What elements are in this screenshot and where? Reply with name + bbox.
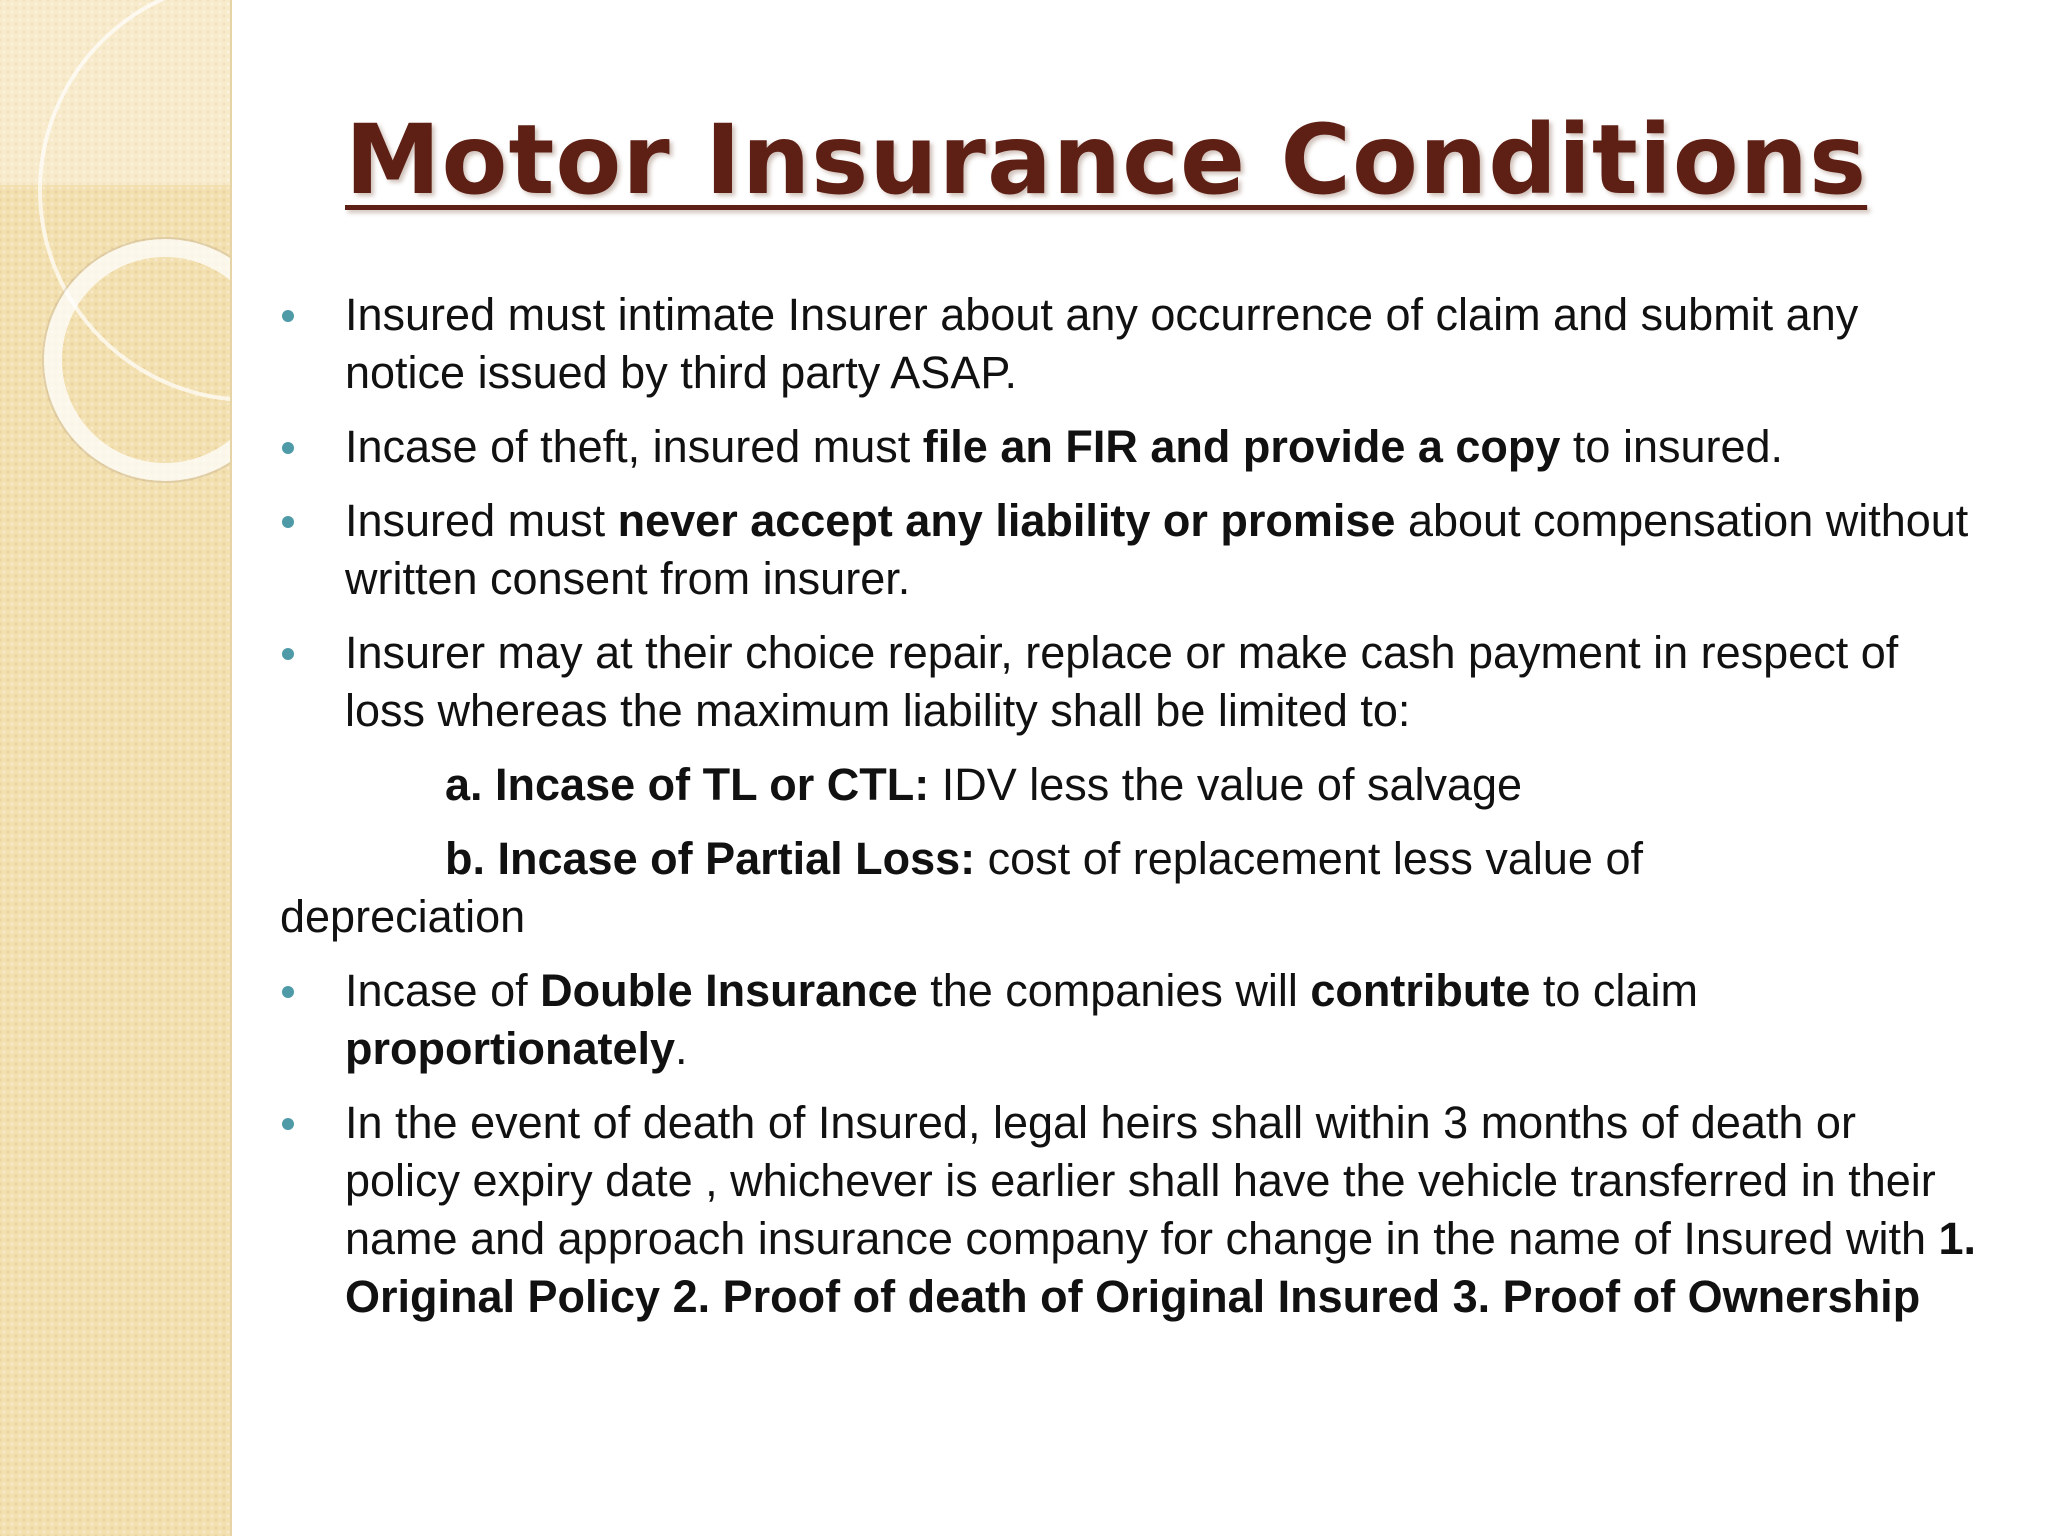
sub-item-total-loss: a. Incase of TL or CTL: IDV less the value of salvage (445, 759, 1523, 810)
slide-body (280, 286, 1980, 1342)
bullet-dot (282, 648, 294, 660)
bullet-repair-replace: Insurer may at their choice repair, replace or make cash payment in respect of loss whereas the maximum liability shall be limited to: (280, 624, 1980, 740)
bullet-double-insurance: Incase of Double Insurance the companies will contribute to claim proportionately. (280, 962, 1980, 1078)
bullet-theft: Incase of theft, insured must file an FIR and provide a copy to insured. (280, 418, 1980, 476)
bullet-dot (282, 1118, 294, 1130)
sub-item-partial-loss: b. Incase of Partial Loss: cost of replacement less value of depreciation (280, 830, 1980, 946)
bullet-dot (282, 310, 294, 322)
slide-title: Motor Insurance Conditions (345, 104, 1868, 216)
bullet-death-of-insured: In the event of death of Insured, legal heirs shall within 3 months of death or policy expiry date , whichever is earlier shall have the vehicle transferred in their name and approach insurance company for change in the name of Insured with 1. Original Policy 2. Proof of death of Original Insured 3. Proof of Ownership (280, 1094, 1980, 1326)
decorative-rings-graphic (0, 0, 230, 520)
bullet-liability: Insured must never accept any liability or promise about compensation without written consent from insurer. (280, 492, 1980, 608)
bullet-claim-intimation: Insured must intimate Insurer about any occurrence of claim and submit any notice issued by third party ASAP. (280, 286, 1980, 402)
decorative-sidebar (0, 0, 232, 1536)
bullet-dot (282, 986, 294, 998)
sub-item-partial-loss-continuation: depreciation (280, 891, 526, 942)
bullet-dot (282, 516, 294, 528)
bullet-dot (282, 442, 294, 454)
